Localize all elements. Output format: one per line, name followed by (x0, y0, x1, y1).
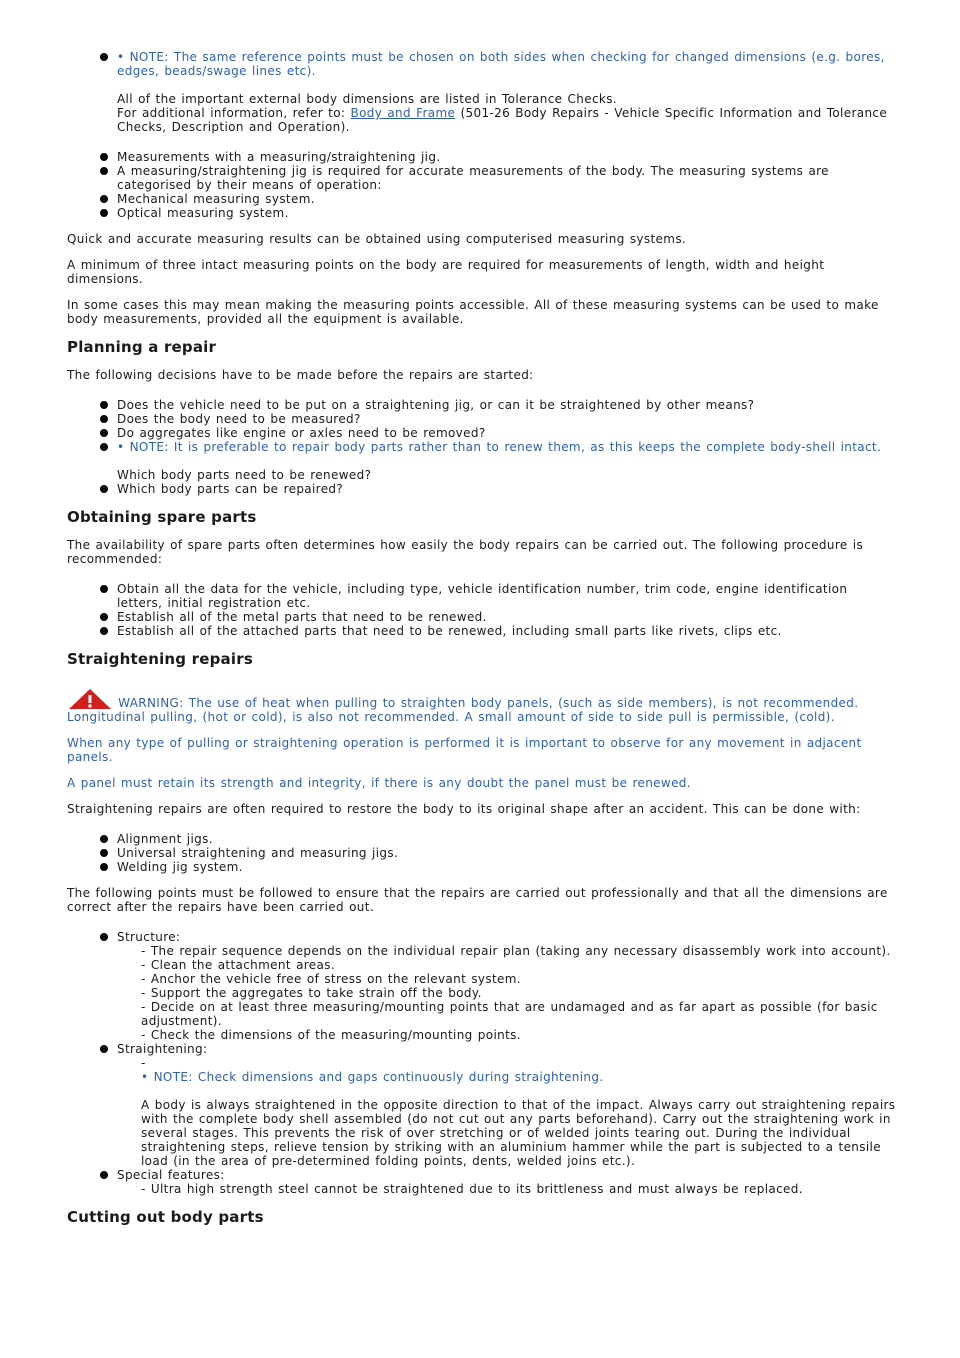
list-item: Measurements with a measuring/straightening jig. (67, 150, 897, 164)
bullet-dot-icon (100, 209, 108, 217)
bullet-dot-icon (100, 195, 108, 203)
list-item: Optical measuring system. (67, 206, 897, 220)
list-item: Do aggregates like engine or axles need to be removed? (67, 426, 897, 440)
bullet-dot-icon (100, 585, 108, 593)
intro-list (67, 50, 897, 134)
bullet-dot-icon (100, 485, 108, 493)
section-heading-planning: Planning a repair (67, 338, 217, 356)
measuring-list (67, 150, 897, 220)
paragraph: Quick and accurate measuring results can be obtained using computerised measuring systems. (67, 232, 687, 246)
list-item: Special features: - Ultra high strength steel cannot be straightened due to its brittleness and must always be replaced. (67, 1168, 897, 1196)
paragraph: In some cases this may mean making the measuring points accessible. All of these measuring systems can be used to make body measurements, provided all the equipment is available. (67, 298, 879, 326)
warning-triangle-icon (67, 688, 113, 710)
paragraph: The availability of spare parts often determines how easily the body repairs can be carried out. The following procedure is recommended: (67, 538, 864, 566)
body-and-frame-link[interactable]: Body and Frame (350, 106, 456, 120)
bullet-dot-icon (100, 153, 108, 161)
bullet-dot-icon (100, 1045, 108, 1053)
list-item: Does the body need to be measured? (67, 412, 897, 426)
bullet-dot-icon (100, 415, 108, 423)
bullet-dot-icon (100, 443, 108, 451)
warning-paragraph: A panel must retain its strength and integrity, if there is any doubt the panel must be renewed. (67, 776, 691, 790)
note-text: • NOTE: Check dimensions and gaps continuously during straightening. (141, 1070, 604, 1084)
bullet-dot-icon (100, 627, 108, 635)
section-heading-spares: Obtaining spare parts (67, 508, 257, 526)
list-item: Straightening: - • NOTE: Check dimensions and gaps continuously during straightening. A body is always straightened in the opposite direction to that of the impact. Always carry out straightening repairs with the complete body shell assembled (do not cut out any parts beforehand). Carry out the straightening work in several stages. This prevents the risk of over stretching or of welded joints tearing out. During the individual straightening steps, relieve tension by striking with an aluminium hammer while the part is subjected to a tensile load (in the area of pre-determined folding points, dents, welded joins etc.). (67, 1042, 897, 1168)
list-item: Establish all of the attached parts that need to be renewed, including small parts like rivets, clips etc. (67, 624, 897, 638)
section-heading-cutting: Cutting out body parts (67, 1208, 264, 1226)
section-heading-straightening: Straightening repairs (67, 650, 253, 668)
bullet-dot-icon (100, 167, 108, 175)
bullet-dot-icon (100, 429, 108, 437)
spares-list (67, 582, 897, 638)
paragraph: The following decisions have to be made before the repairs are started: (67, 368, 534, 382)
bullet-dot-icon (100, 933, 108, 941)
bullet-dot-icon (100, 835, 108, 843)
list-item: Structure: - The repair sequence depends on the individual repair plan (taking any necessary disassembly work into account). - Clean the attachment areas. - Anchor the vehicle free of stress on the relevant system. - Support the aggregates to take strain off the body. - Decide on at least three measuring/mounting points that are undamaged and as far apart as possible (for basic adjustment). - Check the dimensions of the measuring/mounting points. (67, 930, 897, 1042)
bullet-dot-icon (100, 53, 108, 61)
list-item: Does the vehicle need to be put on a straightening jig, or can it be straightened by other means? (67, 398, 897, 412)
list-item (67, 50, 897, 134)
bullet-dot-icon (100, 1171, 108, 1179)
list-item: Establish all of the metal parts that need to be renewed. (67, 610, 897, 624)
note-text: • NOTE: It is preferable to repair body parts rather than to renew them, as this keeps the complete body-shell intact. (117, 440, 882, 454)
note-text: • NOTE: The same reference points must be chosen on both sides when checking for changed dimensions (e.g. bores, edges, beads/swage lines etc). (117, 50, 885, 78)
list-item: Obtain all the data for the vehicle, including type, vehicle identification number, trim code, engine identification letters, initial registration etc. (67, 582, 897, 610)
bullet-dot-icon (100, 401, 108, 409)
document-page (67, 50, 897, 1238)
bullet-dot-icon (100, 613, 108, 621)
list-item: Which body parts can be repaired? (67, 482, 897, 496)
reference-line: For additional information, refer to: Body and Frame (501-26 Body Repairs - Vehicle Specific Information and Tolerance Checks, Description and Operation). (117, 106, 888, 134)
paragraph: The following points must be followed to ensure that the repairs are carried out professionally and that all the dimensions are correct after the repairs have been carried out. (67, 886, 888, 914)
planning-list (67, 398, 897, 496)
jig-list (67, 832, 897, 874)
list-item: Universal straightening and measuring jigs. (67, 846, 897, 860)
note-paragraph: All of the important external body dimensions are listed in Tolerance Checks. (117, 92, 617, 106)
list-item: Mechanical measuring system. (67, 192, 897, 206)
list-item: Alignment jigs. (67, 832, 897, 846)
list-item: Welding jig system. (67, 860, 897, 874)
list-item: A measuring/straightening jig is required for accurate measurements of the body. The measuring systems are categorised by their means of operation: (67, 164, 897, 192)
list-item: • NOTE: It is preferable to repair body parts rather than to renew them, as this keeps the complete body-shell intact. Which body parts need to be renewed? (67, 440, 897, 482)
bullet-dot-icon (100, 849, 108, 857)
warning-paragraph: WARNING: The use of heat when pulling to straighten body panels, (such as side members), is not recommended. Longitudinal pulling, (hot or cold), is also not recommended. A small amount of side to side pull is permissible, (cold). (67, 688, 897, 724)
paragraph: A minimum of three intact measuring points on the body are required for measurements of length, width and height dimensions. (67, 258, 825, 286)
bullet-dot-icon (100, 863, 108, 871)
warning-paragraph: When any type of pulling or straightening operation is performed it is important to observe for any movement in adjacent panels. (67, 736, 862, 764)
paragraph: Straightening repairs are often required to restore the body to its original shape after an accident. This can be done with: (67, 802, 861, 816)
procedure-list (67, 930, 897, 1196)
